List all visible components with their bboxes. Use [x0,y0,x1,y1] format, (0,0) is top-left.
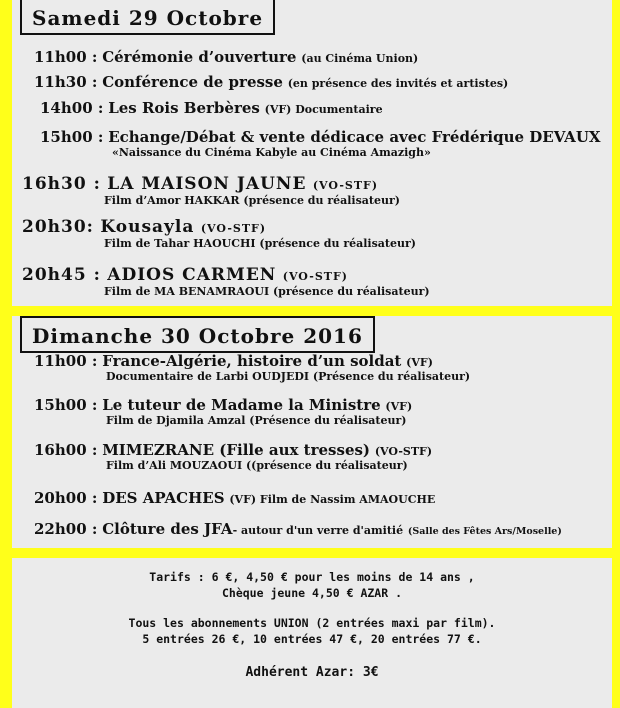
sunday-header: Dimanche 30 Octobre 2016 [20,316,375,353]
event-meta: (VO-STF) [312,179,379,192]
event-title: Clôture des JFA [102,520,233,538]
event-time: 22h00 : [34,520,98,538]
event-sun-2 [34,396,412,427]
tarifs-line: 5 entrées 26 €, 10 entrées 47 €, 20 entrées 77 €. [142,632,482,646]
event-time: 16h30 : [22,174,101,194]
event-subtitle: Documentaire de Larbi OUDJEDI (Présence du réalisateur) [106,370,471,383]
event-meta: (en présence des invités et artistes) [287,77,509,90]
saturday-header: Samedi 29 Octobre [20,0,275,35]
event-title: Les Rois Berbères [108,99,260,117]
event-sat-6 [22,217,416,250]
event-title: Kousayla [100,217,195,237]
event-meta: (VO-STF) [282,270,348,283]
event-time: 11h00 : [34,48,98,66]
event-time: 11h00 : [34,352,98,370]
event-meta: (VF) Documentaire [264,103,383,116]
event-subtitle: Film d’Ali MOUZAOUI ((présence du réalisateur) [106,459,408,472]
event-meta: (VO-STF) [374,445,433,458]
event-title: Echange/Débat & vente dédicace avec Frédérique DEVAUX [108,128,601,146]
event-venue: (Salle des Fêtes Ars/Moselle) [407,526,562,537]
event-subtitle: Film de MA BENAMRAOUI (présence du réalisateur) [104,285,430,298]
event-meta: (VF) Film de Nassim AMAOUCHE [229,493,436,506]
sunday-panel [12,316,612,548]
event-title: Cérémonie d’ouverture [102,48,297,66]
event-time: 16h00 : [34,441,98,459]
event-subtitle: «Naissance du Cinéma Kabyle au Cinéma Amazigh» [112,146,431,159]
event-subtitle: Film de Djamila Amzal (Présence du réalisateur) [106,414,407,427]
event-meta: - autour d'un verre d'amitié [232,524,404,537]
event-time: 11h30 : [34,73,98,91]
event-title: France-Algérie, histoire d’un soldat [102,352,402,370]
event-sun-1 [34,352,470,383]
event-title: Le tuteur de Madame la Ministre [102,396,381,414]
event-time: 20h30: [22,217,94,237]
event-meta: (au Cinéma Union) [301,52,419,65]
event-time: 20h00 : [34,489,98,507]
event-sat-5 [22,174,400,207]
event-title: LA MAISON JAUNE [107,174,307,194]
event-time: 20h45 : [22,265,101,285]
event-meta: (VO-STF) [200,222,267,235]
event-sat-7 [22,265,430,298]
event-sat-2 [34,73,508,91]
event-time: 15h00 : [40,128,104,146]
event-sun-4 [34,489,435,507]
event-meta: (VF) [385,400,413,413]
event-time: 14h00 : [40,99,104,117]
event-subtitle: Film d’Amor HAKKAR (présence du réalisateur) [104,194,401,207]
event-title: ADIOS CARMEN [107,265,277,285]
event-sun-5 [34,520,562,538]
event-title: DES APACHES [102,489,225,507]
tarifs-line: Tarifs : 6 €, 4,50 € pour les moins de 14 ans , [149,570,475,584]
tarifs-panel [12,558,612,708]
tarifs-line: Tous les abonnements UNION (2 entrées maxi par film). [128,616,496,630]
event-title: Conférence de presse [102,73,283,91]
saturday-panel [12,0,612,306]
event-subtitle: Film de Tahar HAOUCHI (présence du réalisateur) [104,237,416,250]
tarifs-line: Chèque jeune 4,50 € AZAR . [221,586,402,600]
event-sat-3 [40,99,383,117]
event-time: 15h00 : [34,396,98,414]
event-title: MIMEZRANE (Fille aux tresses) [102,441,371,459]
event-sat-4 [40,128,601,159]
tarifs-member-price: Adhérent Azar: 3€ [245,665,379,680]
event-sat-1 [34,48,418,66]
event-sun-3 [34,441,432,472]
event-meta: (VF) [406,356,433,369]
